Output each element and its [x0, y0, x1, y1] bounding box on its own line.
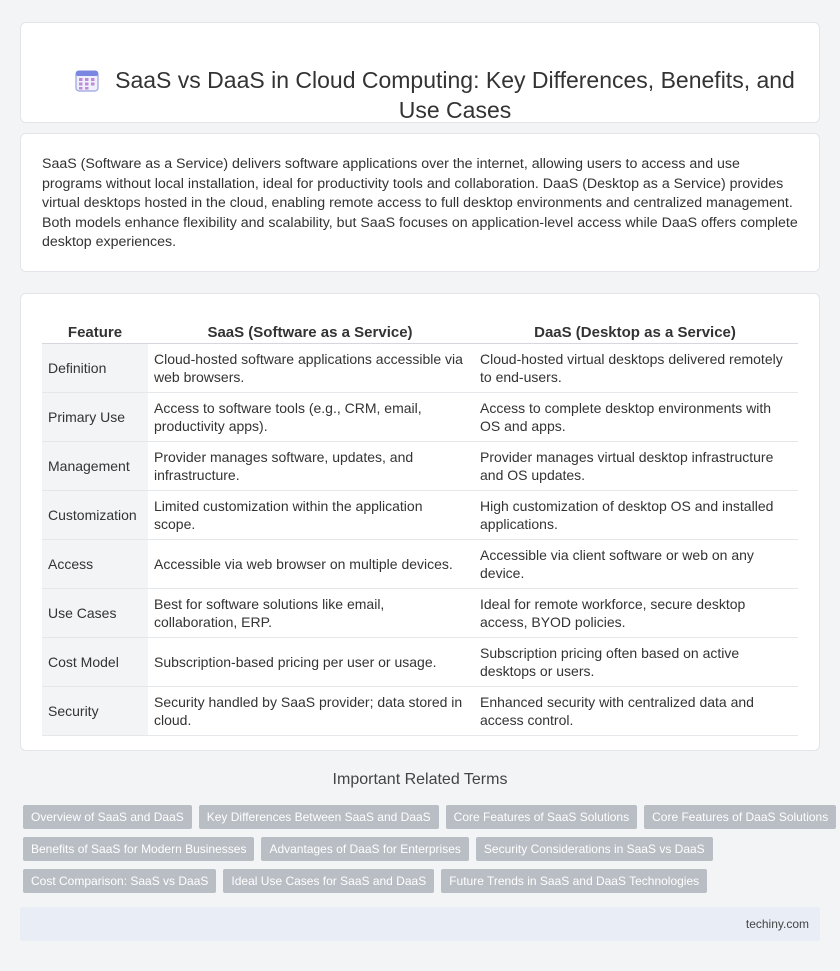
- row-feature: Use Cases: [42, 588, 148, 637]
- row-feature: Customization: [42, 490, 148, 539]
- related-term-tag[interactable]: Advantages of DaaS for Enterprises: [261, 837, 468, 861]
- row-daas: Cloud-hosted virtual desktops delivered remotely to end-users.: [472, 343, 798, 392]
- table-header-row: [42, 313, 798, 343]
- related-term-tag[interactable]: Core Features of DaaS Solutions: [644, 805, 836, 829]
- summary-text: SaaS (Software as a Service) delivers software applications over the internet, allowing users to access and use programs without local installation, ideal for productivity tools and collaboration. DaaS (Desktop as a Service) provides virtual desktops hosted in the cloud, enabling remote access to full desktop environments and centralized management. Both models enhance flexibility and scalability, but SaaS focuses on application-level access while DaaS offers complete desktop experiences.: [42, 156, 798, 250]
- header-daas: DaaS (Desktop as a Service): [472, 313, 798, 343]
- row-saas: Subscription-based pricing per user or usage.: [148, 637, 472, 686]
- footer: [20, 907, 820, 941]
- header-saas: SaaS (Software as a Service): [148, 313, 472, 343]
- summary-card: [20, 133, 820, 272]
- row-daas: Subscription pricing often based on active desktops or users.: [472, 637, 798, 686]
- row-saas: Limited customization within the application scope.: [148, 490, 472, 539]
- related-term-tag[interactable]: Core Features of SaaS Solutions: [446, 805, 637, 829]
- related-term-tag[interactable]: Key Differences Between SaaS and DaaS: [199, 805, 439, 829]
- related-term-tag[interactable]: Security Considerations in SaaS vs DaaS: [476, 837, 713, 861]
- row-feature: Management: [42, 441, 148, 490]
- comparison-table: [42, 313, 798, 736]
- related-terms-title: Important Related Terms: [332, 771, 508, 788]
- row-daas: Enhanced security with centralized data and access control.: [472, 686, 798, 735]
- title-card: [20, 22, 820, 123]
- tag-row: [23, 805, 829, 829]
- table-row: [42, 588, 798, 637]
- row-daas: Access to complete desktop environments with OS and apps.: [472, 392, 798, 441]
- table-row: [42, 539, 798, 588]
- related-term-tag[interactable]: Overview of SaaS and DaaS: [23, 805, 192, 829]
- comparison-table-card: [20, 293, 820, 751]
- table-row: [42, 343, 798, 392]
- table-row: [42, 686, 798, 735]
- page-title: SaaS vs DaaS in Cloud Computing: Key Differences, Benefits, and Use Cases: [115, 67, 795, 123]
- row-feature: Security: [42, 686, 148, 735]
- row-saas: Provider manages software, updates, and infrastructure.: [148, 441, 472, 490]
- table-row: [42, 392, 798, 441]
- row-daas: Ideal for remote workforce, secure desktop access, BYOD policies.: [472, 588, 798, 637]
- row-daas: Provider manages virtual desktop infrastructure and OS updates.: [472, 441, 798, 490]
- row-saas: Accessible via web browser on multiple devices.: [148, 539, 472, 588]
- row-saas: Best for software solutions like email, collaboration, ERP.: [148, 588, 472, 637]
- footer-site-link[interactable]: techiny.com: [745, 917, 809, 931]
- tag-row: [23, 837, 823, 861]
- row-saas: Security handled by SaaS provider; data stored in cloud.: [148, 686, 472, 735]
- table-row: [42, 490, 798, 539]
- header-feature: Feature: [42, 313, 148, 343]
- row-feature: Definition: [42, 343, 148, 392]
- row-daas: High customization of desktop OS and installed applications.: [472, 490, 798, 539]
- row-feature: Primary Use: [42, 392, 148, 441]
- related-terms-tags: [23, 805, 829, 901]
- row-daas: Accessible via client software or web on any device.: [472, 539, 798, 588]
- related-term-tag[interactable]: Future Trends in SaaS and DaaS Technologies: [441, 869, 707, 893]
- table-row: [42, 441, 798, 490]
- row-feature: Cost Model: [42, 637, 148, 686]
- row-saas: Access to software tools (e.g., CRM, email, productivity apps).: [148, 392, 472, 441]
- row-saas: Cloud-hosted software applications accessible via web browsers.: [148, 343, 472, 392]
- related-term-tag[interactable]: Cost Comparison: SaaS vs DaaS: [23, 869, 216, 893]
- related-term-tag[interactable]: Benefits of SaaS for Modern Businesses: [23, 837, 254, 861]
- table-row: [42, 637, 798, 686]
- calendar-grid-icon: [75, 69, 99, 93]
- row-feature: Access: [42, 539, 148, 588]
- tag-row: [23, 869, 823, 893]
- related-term-tag[interactable]: Ideal Use Cases for SaaS and DaaS: [223, 869, 434, 893]
